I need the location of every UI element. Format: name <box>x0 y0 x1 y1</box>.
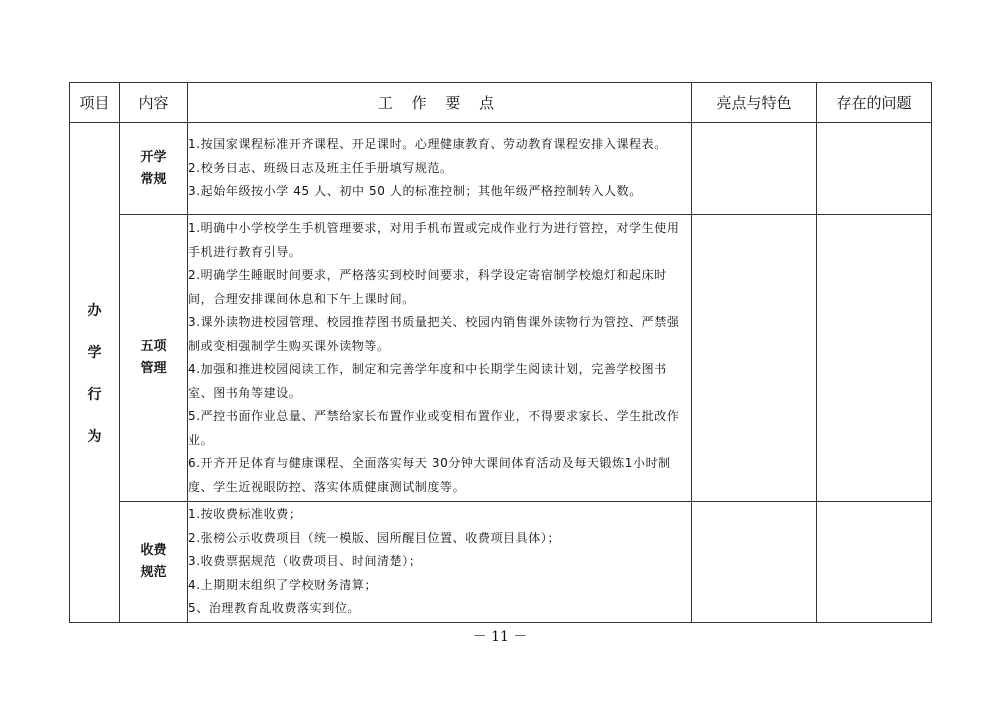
list-item: 1.按国家课程标准开齐课程、开足课时。心理健康教育、劳动教育课程安排入课程表。 <box>188 137 667 152</box>
highlights-cell <box>692 215 817 502</box>
problems-cell <box>817 215 932 502</box>
list-item: 5、治理教育乱收费落实到位。 <box>188 601 361 616</box>
section-title-line: 常规 <box>140 171 167 187</box>
highlights-cell <box>692 502 817 623</box>
category-char: 为 <box>87 428 102 445</box>
list-item: 2.校务日志、班级日志及班主任手册填写规范。 <box>188 160 453 175</box>
section-items-opening <box>188 123 692 215</box>
list-item: 1.明确中小学校学生手机管理要求，对用手机布置或完成作业行为进行管控，对学生使用手机进行教育引导。 <box>188 221 680 259</box>
list-item: 3.起始年级按小学 45 人、初中 50 人的标准控制；其他年级严格控制转入人数。 <box>188 184 642 199</box>
page-number: － 11 － <box>472 629 528 645</box>
problems-cell <box>817 502 932 623</box>
section-row-fees <box>70 502 932 623</box>
header-row <box>70 83 932 123</box>
section-title-line: 规范 <box>140 565 167 580</box>
list-item: 6.开齐开足体育与健康课程、全面落实每天 30分钟大课间体育活动及每天锻炼1小时制度、学生近视眼防控、落实体质健康测试制度等。 <box>188 456 671 494</box>
section-title-line: 收费 <box>140 543 167 558</box>
section-title-opening <box>120 123 188 215</box>
highlights-cell <box>692 123 817 215</box>
section-items-five-management <box>188 215 692 502</box>
header-category: 项目 <box>70 83 120 123</box>
section-row-five-management <box>70 215 932 502</box>
section-title-fees <box>120 502 188 623</box>
section-title-line: 开学 <box>140 149 167 165</box>
category-cell <box>70 123 120 623</box>
section-title-line: 五项 <box>140 339 167 354</box>
work-points-table <box>69 82 932 623</box>
category-char: 学 <box>87 344 102 361</box>
header-work-points: 工 作 要 点 <box>188 83 692 123</box>
section-title-five-management <box>120 215 188 502</box>
header-problems: 存在的问题 <box>817 83 932 123</box>
list-item: 4.上期期末组织了学校财务清算； <box>188 577 378 592</box>
list-item: 3.收费票据规范（收费项目、时间清楚）； <box>188 554 422 569</box>
category-char: 行 <box>87 386 102 403</box>
header-highlights: 亮点与特色 <box>692 83 817 123</box>
section-title-line: 管理 <box>140 361 167 376</box>
problems-cell <box>817 123 932 215</box>
list-item: 3.课外读物进校园管理、校园推荐图书质量把关、校园内销售课外读物行为管控、严禁强制或变相强制学生购买课外读物等。 <box>188 315 680 353</box>
list-item: 5.严控书面作业总量、严禁给家长布置作业或变相布置作业，不得要求家长、学生批改作业。 <box>188 409 680 447</box>
list-item: 2.张榜公示收费项目（统一模版、园所醒目位置、收费项目具体）； <box>188 530 561 545</box>
list-item: 2.明确学生睡眠时间要求，严格落实到校时间要求，科学设定寄宿制学校熄灯和起床时间，合理安排课间休息和下午上课时间。 <box>188 268 667 306</box>
header-content: 内容 <box>120 83 188 123</box>
list-item: 4.加强和推进校园阅读工作，制定和完善学年度和中长期学生阅读计划，完善学校图书室、图书角等建设。 <box>188 362 667 400</box>
list-item: 1.按收费标准收费； <box>188 507 302 522</box>
category-char: 办 <box>87 302 102 319</box>
section-row-opening <box>70 123 932 215</box>
section-items-fees <box>188 502 692 623</box>
